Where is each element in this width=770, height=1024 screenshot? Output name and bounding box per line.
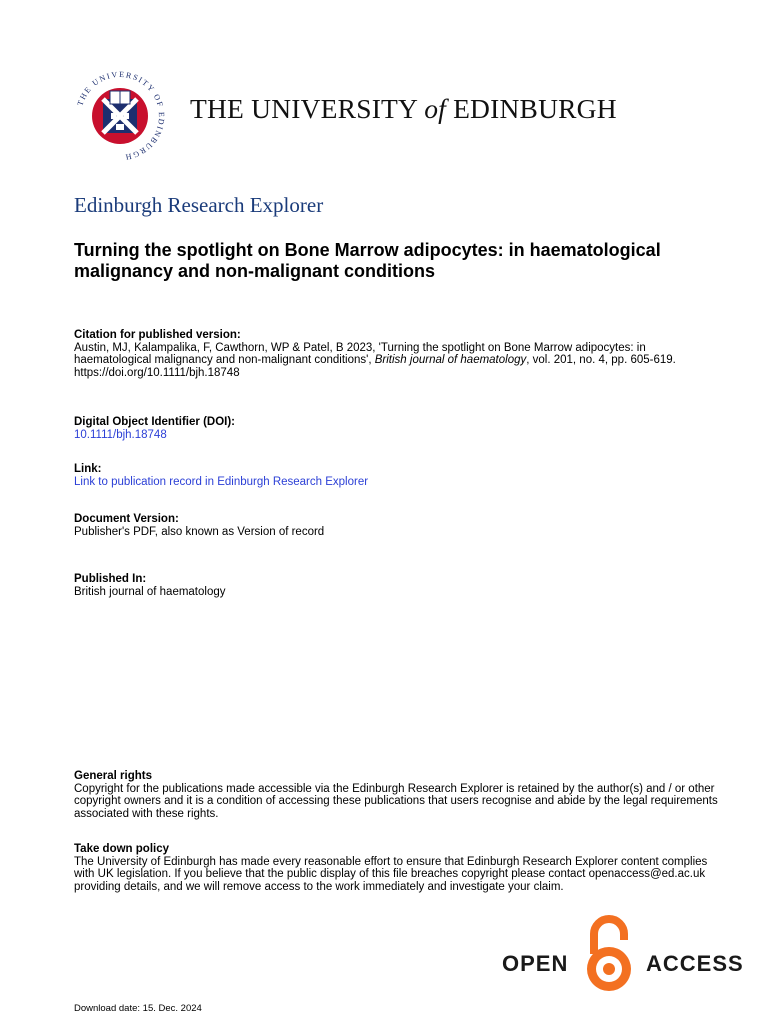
citation-text xyxy=(74,342,694,380)
seal-lettering: THE UNIVERSITY OF EDINBURGH xyxy=(75,69,167,162)
citation-text-main: Austin, MJ, Kalampalika, F, Cawthorn, WP & Patel, B 2023, 'Turning the spotlight on Bone Marrow adipocytes: in haematological malignancy and non-malignant conditions', xyxy=(74,341,646,367)
published-in-heading: Published In: xyxy=(74,573,147,585)
take-down-heading: Take down policy xyxy=(74,843,169,855)
university-name xyxy=(190,93,617,125)
link-section xyxy=(74,463,724,488)
open-access-open-text: OPEN xyxy=(502,951,569,976)
published-in-section xyxy=(74,573,724,598)
citation-journal: British journal of haematology xyxy=(374,354,527,367)
publication-record-link[interactable]: Link to publication record in Edinburgh Research Explorer xyxy=(74,475,369,488)
explorer-title: Edinburgh Research Explorer xyxy=(74,193,324,217)
published-in-value: British journal of haematology xyxy=(74,585,226,598)
doi-link[interactable]: 10.1111/bjh.18748 xyxy=(74,428,167,441)
citation-text-end: , vol. 201, no. 4, pp. 605-619. https://doi.org/10.1111/bjh.18748 xyxy=(74,354,676,379)
university-name-part2: EDINBURGH xyxy=(453,93,617,124)
citation-section xyxy=(74,329,694,379)
university-seal-logo xyxy=(70,66,170,166)
open-lock-icon xyxy=(587,919,631,991)
university-name-part1: THE UNIVERSITY xyxy=(190,93,418,124)
general-rights-text: Copyright for the publications made accessible via the Edinburgh Research Explorer is retained by the author(s) and / or other copyright owners and it is a condition of accessing these publications that users recognise and abide by the legal requirements associated with these rights. xyxy=(74,782,718,820)
document-version-section xyxy=(74,513,724,538)
university-name-of: of xyxy=(424,93,446,124)
doi-heading: Digital Object Identifier (DOI): xyxy=(74,416,236,428)
general-rights-heading: General rights xyxy=(74,770,152,782)
take-down-text: The University of Edinburgh has made every reasonable effort to ensure that Edinburgh Research Explorer content complies with UK legislation. If you believe that the public display of this file breaches copyright please contact openaccess@ed.ac.uk providing details, and we will remove access to the work immediately and investigate your claim. xyxy=(74,855,708,893)
general-rights-section xyxy=(74,770,724,820)
open-access-logo xyxy=(502,914,746,996)
document-version-heading: Document Version: xyxy=(74,513,179,525)
doi-section xyxy=(74,416,724,441)
link-heading: Link: xyxy=(74,463,102,475)
take-down-section xyxy=(74,843,724,893)
paper-title: Turning the spotlight on Bone Marrow adipocytes: in haematological malignancy and non-malignant conditions xyxy=(74,240,661,281)
open-access-access-text: ACCESS xyxy=(646,951,744,976)
citation-heading: Citation for published version: xyxy=(74,329,241,341)
download-date: Download date: 15. Dec. 2024 xyxy=(74,1003,202,1014)
document-version-value: Publisher's PDF, also known as Version of record xyxy=(74,525,325,538)
